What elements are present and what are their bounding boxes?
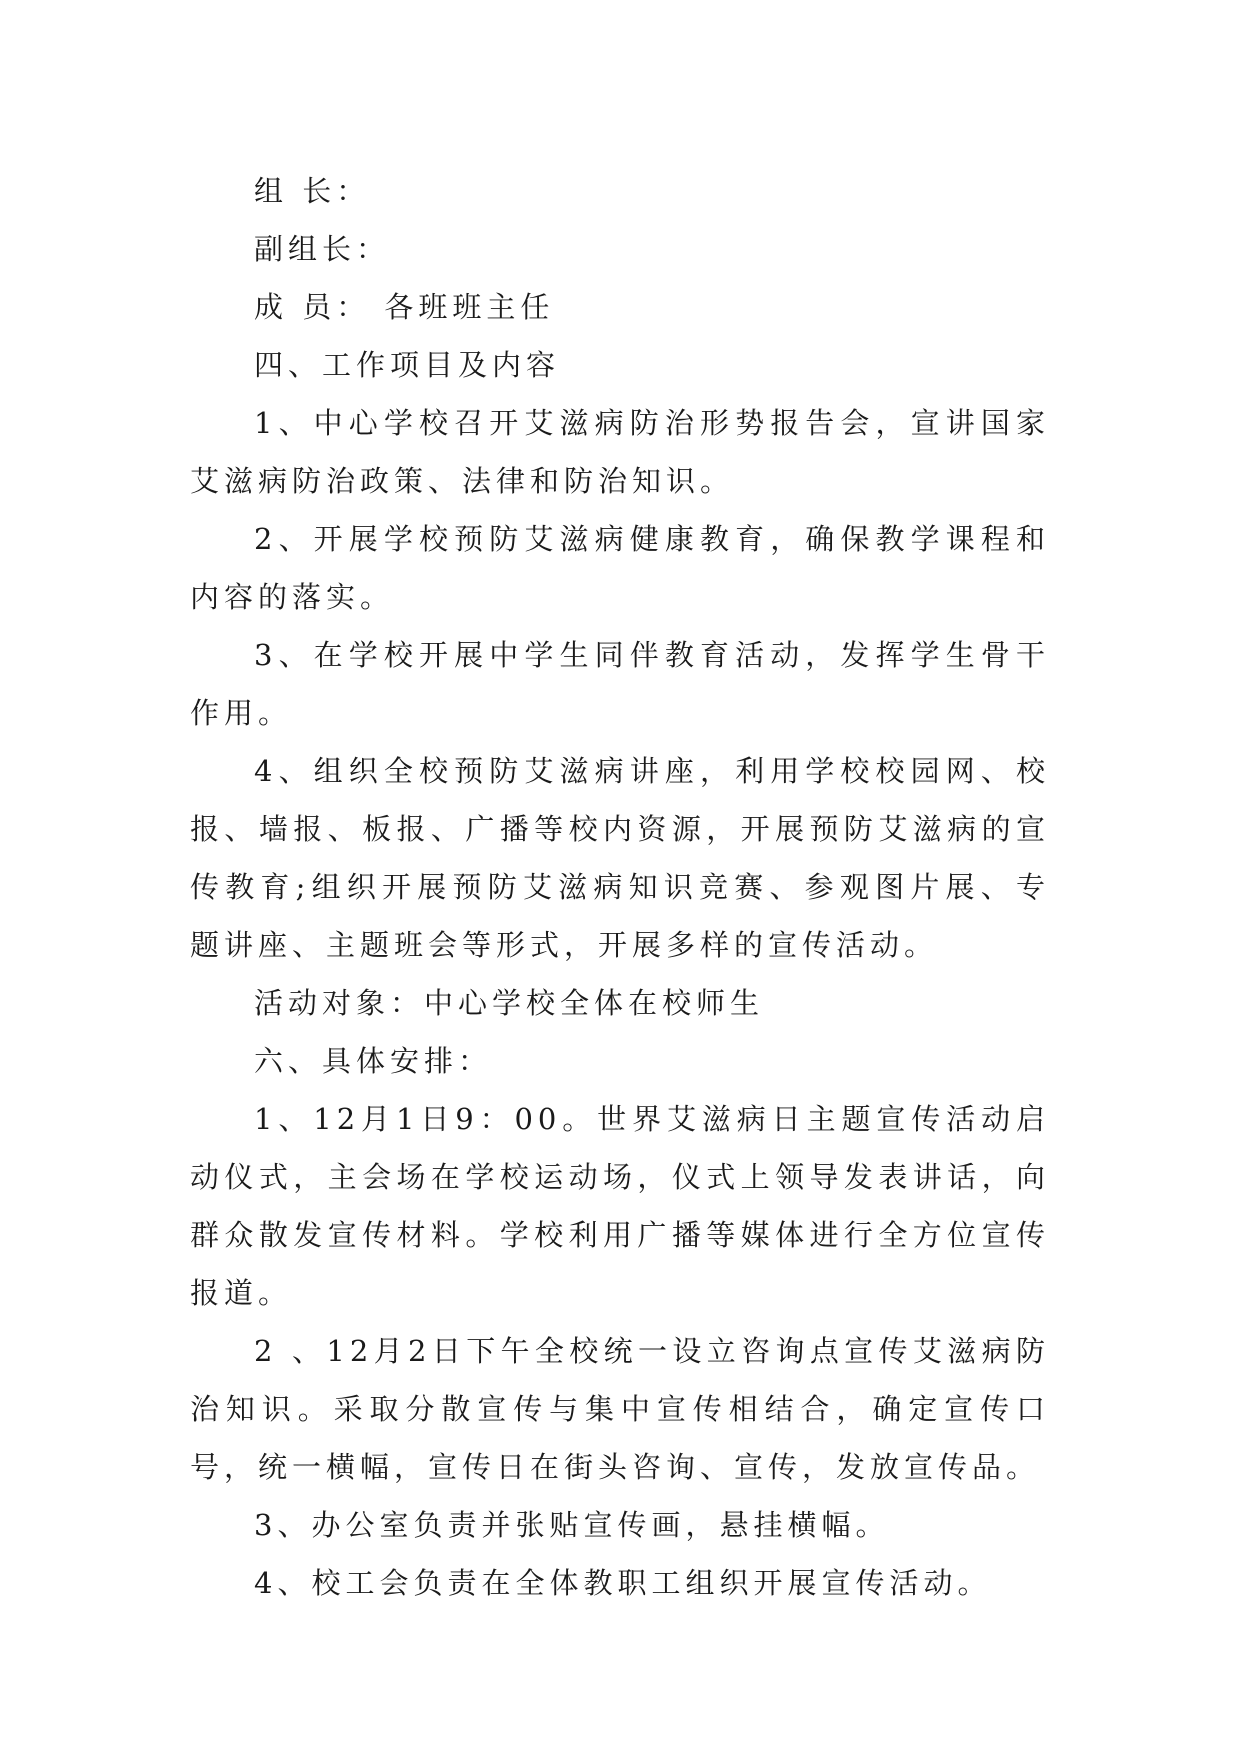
schedule-item-4: 4、校工会负责在全体教职工组织开展宣传活动。: [254, 1566, 992, 1600]
work-item-3: 3、在学校开展中学生同伴教育活动，发挥学生骨干作用。: [190, 638, 1050, 730]
schedule-item-2: 2 、12月2日下午全校统一设立咨询点宣传艾滋病防治知识。采取分散宣传与集中宣传相结合，确定宣传口号，统一横幅，宣传日在街头咨询、宣传，发放宣传品。: [190, 1334, 1050, 1484]
section-heading-work-items: 四、工作项目及内容: [254, 348, 561, 382]
deputy-leader-line: 副组长：: [254, 232, 391, 266]
schedule-item-1: 1、12月1日9：00。世界艾滋病日主题宣传活动启动仪式，主会场在学校运动场，仪式上领导发表讲话，向群众散发宣传材料。学校利用广播等媒体进行全方位宣传报道。: [190, 1102, 1050, 1310]
work-item-4: 4、组织全校预防艾滋病讲座，利用学校校园网、校报、墙报、板报、广播等校内资源，开展预防艾滋病的宣传教育;组织开展预防艾滋病知识竞赛、参观图片展、专题讲座、主题班会等形式，开展多样的宣传活动。: [190, 754, 1050, 962]
leader-line: 组 长：: [254, 174, 371, 208]
work-item-2: 2、开展学校预防艾滋病健康教育，确保教学课程和内容的落实。: [190, 522, 1050, 614]
document-body: [190, 162, 1050, 1612]
members-line: 成 员： 各班班主任: [254, 290, 555, 324]
schedule-item-3: 3、办公室负责并张贴宣传画，悬挂横幅。: [254, 1508, 890, 1542]
activity-target-line: 活动对象：中心学校全体在校师生: [254, 986, 765, 1020]
work-item-1: 1、中心学校召开艾滋病防治形势报告会，宣讲国家艾滋病防治政策、法律和防治知识。: [190, 406, 1050, 498]
section-heading-schedule: 六、具体安排：: [254, 1044, 493, 1078]
